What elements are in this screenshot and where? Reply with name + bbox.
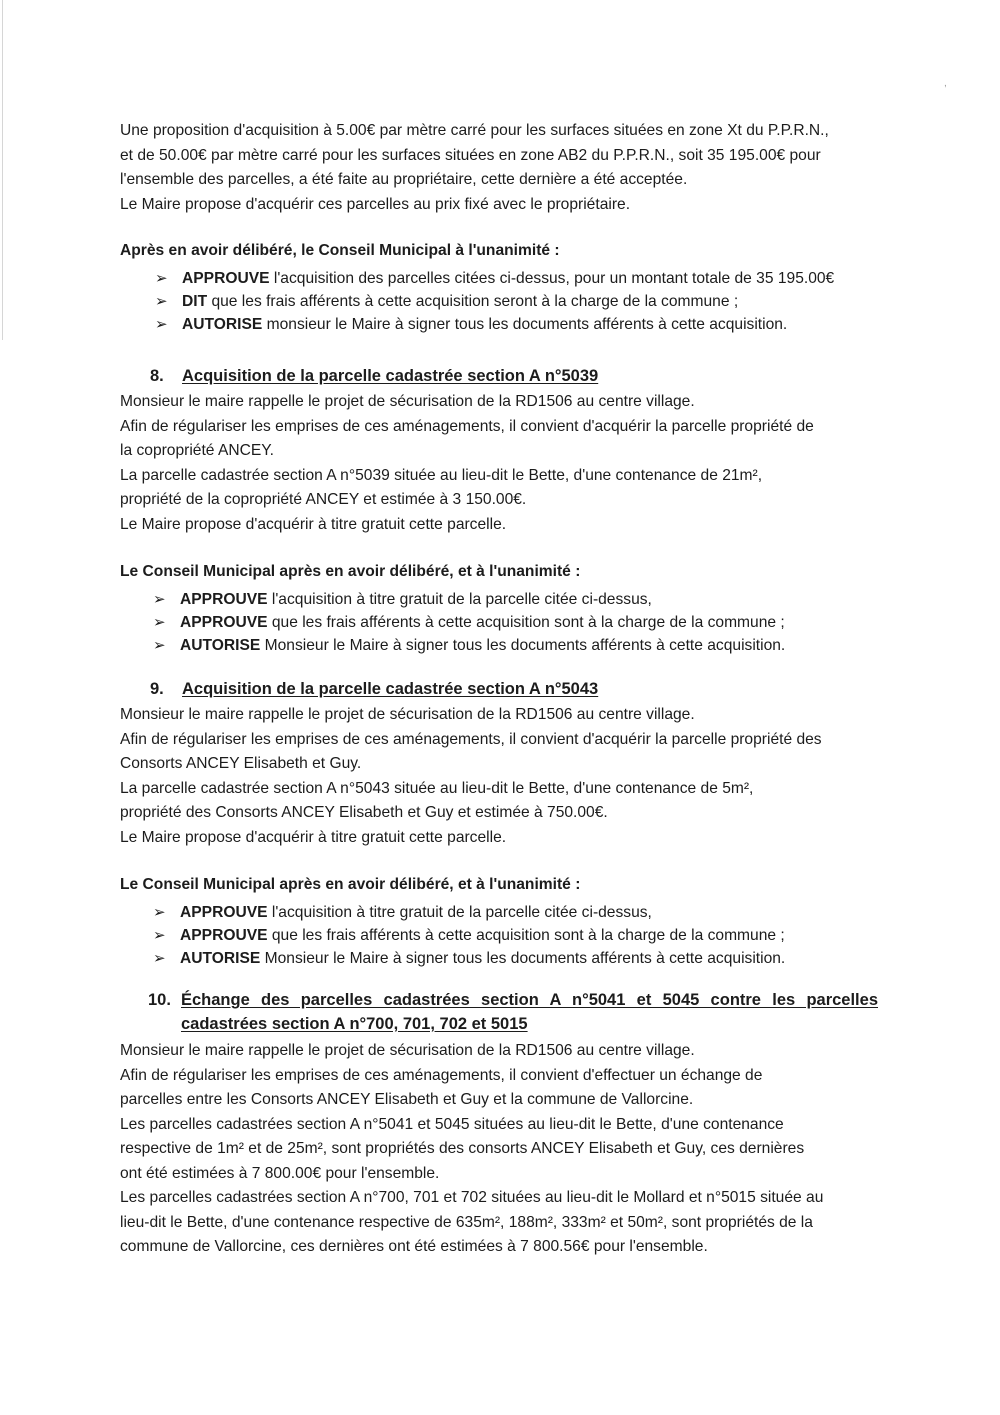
- section-number: 8.: [150, 367, 164, 385]
- text-line: la copropriété ANCEY.: [120, 442, 275, 459]
- section-8-heading: [150, 364, 598, 388]
- text-line: Le Maire propose d'acquérir à titre gratuit cette parcelle.: [120, 828, 507, 846]
- decision-item: ➢ AUTORISE Monsieur le Maire à signer tous les documents afférents à cette acquisition.: [153, 634, 880, 657]
- text-line: propriété des Consorts ANCEY Elisabeth et Guy et estimée à 750.00€.: [120, 804, 608, 821]
- decision-item: ➢ APPROUVE l'acquisition à titre gratuit de la parcelle citée ci-dessus,: [153, 588, 880, 611]
- section-title: Échange des parcelles cadastrées section A n°5041 et 5045 contre les parcelles cadastrées section A n°700, 701, 702 et 5015: [181, 991, 878, 1033]
- section-9-heading: [150, 677, 598, 701]
- section-9-body: [120, 703, 880, 850]
- text-line: Les parcelles cadastrées section A n°5041 et 5045 situées au lieu-dit le Bette, d'une contenance: [120, 1115, 784, 1133]
- text-line: parcelles entre les Consorts ANCEY Elisabeth et Guy et la commune de Vallorcine.: [120, 1091, 694, 1108]
- section-9-paragraph: [120, 703, 880, 850]
- decision-item: ➢ AUTORISE Monsieur le Maire à signer tous les documents afférents à cette acquisition.: [153, 947, 880, 970]
- arrow-bullet-icon: ➢: [153, 614, 166, 631]
- arrow-bullet-icon: ➢: [153, 927, 166, 944]
- decision-item: ➢ APPROUVE que les frais afférents à cette acquisition sont à la charge de la commune ;: [153, 611, 880, 634]
- arrow-bullet-icon: ➢: [155, 270, 168, 287]
- decision-list: [120, 588, 880, 657]
- arrow-bullet-icon: ➢: [153, 950, 166, 967]
- section-9-decision: [120, 873, 880, 970]
- text-line: respective de 1m² et de 25m², sont propriétés des consorts ANCEY Elisabeth et Guy, ces dernières: [120, 1140, 805, 1157]
- text-line: Monsieur le maire rappelle le projet de sécurisation de la RD1506 au centre village.: [120, 393, 695, 410]
- section-10-body: [120, 1039, 880, 1260]
- decision-item: ➢ APPROUVE l'acquisition à titre gratuit de la parcelle citée ci-dessus,: [153, 901, 880, 924]
- deliberation-heading: Le Conseil Municipal après en avoir délibéré, et à l'unanimité :: [120, 563, 581, 580]
- decision-item: ➢ AUTORISE monsieur le Maire à signer tous les documents afférents à cette acquisition.: [155, 313, 880, 336]
- text-line: Afin de régulariser les emprises de ces aménagements, il convient d'effectuer un échange de: [120, 1066, 763, 1084]
- section-10-paragraph: [120, 1039, 880, 1260]
- text-line: Les parcelles cadastrées section A n°700, 701 et 702 situées au lieu-dit le Mollard et n°5015 située au: [120, 1189, 824, 1206]
- text-line: lieu-dit le Bette, d'une contenance respective de 635m², 188m², 333m² et 50m², sont propriétés de la: [120, 1213, 813, 1231]
- text-line: Une proposition d'acquisition à 5.00€ par mètre carré pour les surfaces situées en zone Xt du P.P.R.N.,: [120, 122, 829, 139]
- section-8-decision: [120, 560, 880, 657]
- text-line: Le Maire propose d'acquérir ces parcelles au prix fixé avec le propriétaire.: [120, 195, 631, 213]
- text-line: La parcelle cadastrée section A n°5039 située au lieu-dit le Bette, d'une contenance de 21m²,: [120, 466, 763, 484]
- arrow-bullet-icon: ➢: [155, 316, 168, 333]
- text-line: Consorts ANCEY Elisabeth et Guy.: [120, 755, 362, 772]
- text-line: Le Maire propose d'acquérir à titre gratuit cette parcelle.: [120, 515, 507, 533]
- text-line: l'ensemble des parcelles, a été faite au propriétaire, cette dernière a été acceptée.: [120, 171, 688, 188]
- deliberation-heading: Le Conseil Municipal après en avoir délibéré, et à l'unanimité :: [120, 876, 581, 893]
- scan-speck: ,: [944, 78, 947, 89]
- decision-list: [120, 901, 880, 970]
- decision-item: ➢ APPROUVE l'acquisition des parcelles citées ci-dessus, pour un montant totale de 35 195.00€: [155, 267, 880, 290]
- text-line: Monsieur le maire rappelle le projet de sécurisation de la RD1506 au centre village.: [120, 1042, 695, 1059]
- section-title: Acquisition de la parcelle cadastrée section A n°5039: [182, 367, 599, 385]
- text-line: ont été estimées à 7 800.00€ pour l'ensemble.: [120, 1164, 440, 1182]
- deliberation-heading: Après en avoir délibéré, le Conseil Municipal à l'unanimité :: [120, 242, 560, 259]
- arrow-bullet-icon: ➢: [153, 637, 166, 654]
- section-number: 9.: [150, 680, 164, 698]
- intro-paragraph: [120, 119, 880, 217]
- text-line: Afin de régulariser les emprises de ces aménagements, il convient d'acquérir la parcelle propriété de: [120, 417, 814, 435]
- decision-list: [120, 267, 880, 336]
- scan-edge-line: [2, 0, 3, 340]
- text-line: et de 50.00€ par mètre carré pour les surfaces situées en zone AB2 du P.P.R.N., soit 35 195.00€ pour: [120, 146, 821, 164]
- intro-decision: [120, 239, 880, 336]
- section-number: 10.: [148, 991, 171, 1009]
- section-10-heading: [148, 988, 878, 1036]
- section-title: Acquisition de la parcelle cadastrée section A n°5043: [182, 680, 599, 698]
- text-line: Monsieur le maire rappelle le projet de sécurisation de la RD1506 au centre village.: [120, 706, 695, 723]
- section-8-body: [120, 390, 880, 537]
- decision-item: ➢ DIT que les frais afférents à cette acquisition seront à la charge de la commune ;: [155, 290, 880, 313]
- text-line: Afin de régulariser les emprises de ces aménagements, il convient d'acquérir la parcelle propriété des: [120, 730, 822, 748]
- arrow-bullet-icon: ➢: [155, 293, 168, 310]
- text-line: La parcelle cadastrée section A n°5043 située au lieu-dit le Bette, d'une contenance de 5m²,: [120, 779, 754, 797]
- intro-block: [120, 119, 880, 217]
- arrow-bullet-icon: ➢: [153, 904, 166, 921]
- decision-item: ➢ APPROUVE que les frais afférents à cette acquisition sont à la charge de la commune ;: [153, 924, 880, 947]
- arrow-bullet-icon: ➢: [153, 591, 166, 608]
- section-8-paragraph: [120, 390, 880, 537]
- text-line: commune de Vallorcine, ces dernières ont été estimées à 7 800.56€ pour l'ensemble.: [120, 1238, 708, 1255]
- text-line: propriété de la copropriété ANCEY et estimée à 3 150.00€.: [120, 491, 527, 508]
